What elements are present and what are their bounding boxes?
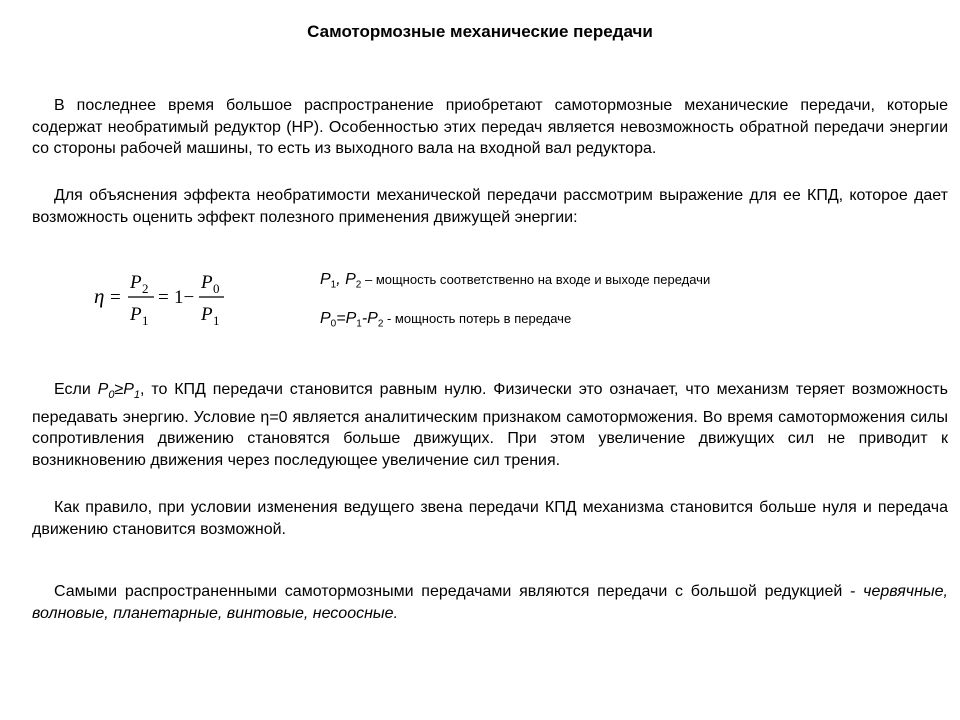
page-title: Самотормозные механические передачи (307, 22, 653, 41)
formula-equals-1: = (110, 287, 121, 308)
formula-denominator-1-sub: 1 (142, 313, 149, 328)
paragraph-rule: Как правило, при условии изменения ведущего звена передачи КПД механизма становится больше нуля и передача движению становится возможной. (32, 499, 948, 538)
paragraph-common-gears (32, 581, 948, 624)
legend-text-1: – мощность соответственно на входе и выходе передачи (361, 272, 711, 287)
symbol-p0-sub: 0 (330, 318, 337, 330)
paragraph-self-braking (32, 379, 948, 471)
legend-minus: - (361, 310, 368, 327)
symbol-p1-sub: 1 (330, 279, 337, 291)
formula-eta: η (94, 284, 105, 308)
symbol-p1: P (345, 310, 357, 327)
formula-denominator-2: P (201, 304, 213, 325)
symbol-p2-sub: 2 (377, 318, 384, 330)
symbol-p1-sub: 1 (356, 318, 362, 330)
formula-numerator-1: P (130, 272, 142, 293)
symbol-ge: ≥ (114, 381, 124, 398)
paragraph-intro: В последнее время большое распространение приобретают самотормозные механические передачи, которые содержат необратимый редуктор (НР). Особенностью этих передач является невозможность обратной передачи энергии со стороны рабочей машины, то есть из выходного вала на входной вал редуктора. (32, 97, 948, 157)
efficiency-formula (90, 266, 290, 330)
formula-denominator-1: P (130, 304, 142, 325)
legend-power-loss (320, 309, 571, 335)
paragraph-efficiency: Для объяснения эффекта необратимости механической передачи рассмотрим выражение для ее КПД, которое дает возможность оценить эффект полезного применения движущей энергии: (32, 187, 948, 226)
legend-comma: , (336, 271, 346, 288)
formula-numerator-2-sub: 0 (213, 281, 220, 296)
formula-denominator-2-sub: 1 (213, 313, 220, 328)
symbol-p1: P (123, 381, 134, 398)
gear-types-list: червячные, волновые, планетарные, винтовые, несоосные. (32, 583, 948, 622)
legend-power-in-out (320, 270, 710, 296)
legend-equals: = (336, 310, 346, 327)
symbol-p0: P (97, 381, 109, 398)
symbol-p2: P (367, 310, 378, 327)
symbol-p2-sub: 2 (355, 279, 362, 291)
formula-numerator-2: P (201, 272, 213, 293)
formula-equals-2: = (158, 287, 169, 308)
para3-rest: , то КПД передачи становится равным нулю. Физически это означает, что механизм теряет возможность передавать энергию. Условие η=0 является аналитическим признаком самоторможения. Во время самоторможения силы сопротивления движению становятся больше движущих. При этом увеличение движущих сил не приводит к возникновению движения через последующее увеличение сил трения. (32, 381, 948, 469)
formula-one-minus: 1− (174, 287, 195, 308)
symbol-p0-sub: 0 (108, 389, 115, 402)
symbol-p1-sub: 1 (133, 389, 141, 402)
symbol-p0: P (320, 310, 331, 327)
para5-start: Самыми распространенными самотормозными передачами являются передачи с большой редукцией - (54, 583, 864, 600)
symbol-p2: P (345, 271, 356, 288)
formula-numerator-1-sub: 2 (142, 281, 149, 296)
legend-text-2: - мощность потерь в передаче (383, 311, 572, 326)
symbol-p1: P (320, 271, 331, 288)
para3-start: Если (54, 381, 98, 398)
